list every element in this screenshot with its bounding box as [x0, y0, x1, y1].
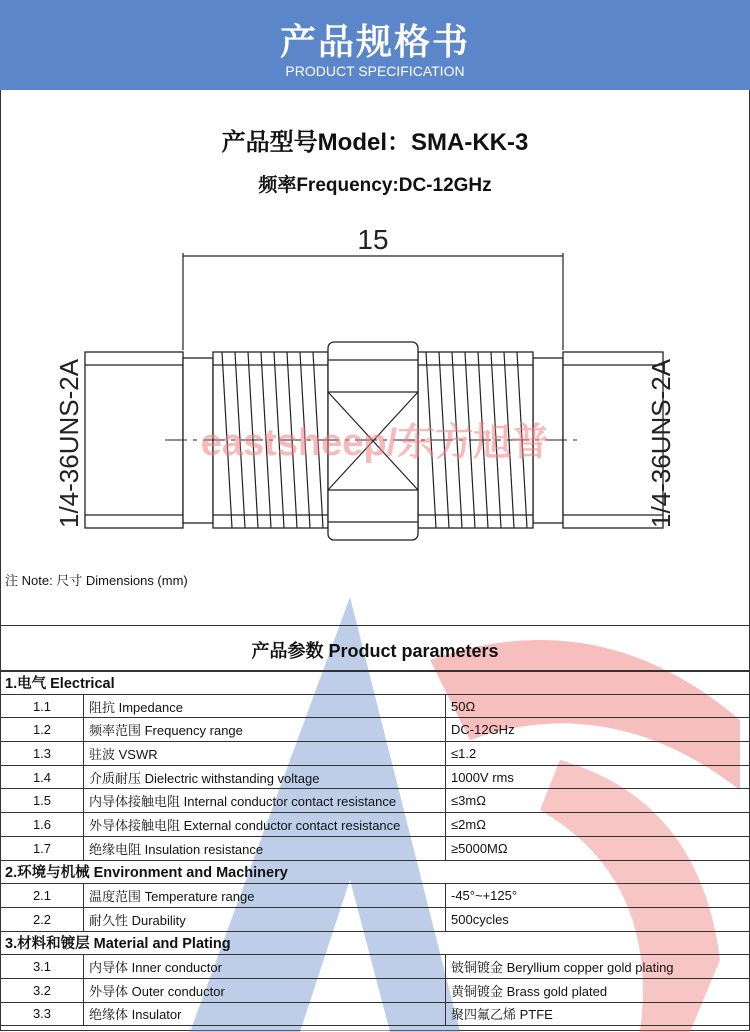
model-line: 产品型号Model：SMA-KK-3 — [221, 129, 529, 156]
table-row — [1, 765, 750, 789]
table-row — [1, 836, 750, 860]
param-number: 1.3 — [1, 742, 84, 766]
param-name: 绝缘电阻 Insulation resistance — [84, 836, 446, 860]
param-number: 3.1 — [1, 955, 84, 979]
watermark: eastsheep/东方旭普 — [200, 422, 550, 464]
table-row — [1, 694, 750, 718]
param-number: 1.5 — [1, 789, 84, 813]
param-number: 2.2 — [1, 907, 84, 931]
title-zh: 产品规格书 — [279, 21, 470, 62]
header-banner — [0, 0, 750, 90]
section-row — [1, 671, 750, 695]
right-thread-label: 1/4-36UNS-2A — [646, 358, 676, 528]
param-value: -45°~+125° — [446, 884, 750, 908]
section-row — [1, 931, 750, 955]
param-value: 500cycles — [446, 907, 750, 931]
dimension-note: 注 Note: 尺寸 Dimensions (mm) — [5, 573, 188, 588]
dimension-label: 15 — [357, 224, 389, 255]
param-name: 内导体接触电阻 Internal conductor contact resistance — [84, 789, 446, 813]
params-table — [0, 670, 750, 1026]
section-title: 3.材料和镀层 Material and Plating — [1, 931, 750, 955]
param-value: ≥5000MΩ — [446, 836, 750, 860]
table-row — [1, 884, 750, 908]
title-en: PRODUCT SPECIFICATION — [285, 63, 465, 79]
table-row — [1, 813, 750, 837]
param-name: 绝缘体 Insulator — [84, 1002, 446, 1026]
params-title-bar — [0, 625, 750, 672]
section-row — [1, 860, 750, 884]
param-number: 1.7 — [1, 836, 84, 860]
section-title: 1.电气 Electrical — [1, 671, 750, 695]
param-value: ≤2mΩ — [446, 813, 750, 837]
param-number: 2.1 — [1, 884, 84, 908]
table-row — [1, 907, 750, 931]
param-number: 3.3 — [1, 1002, 84, 1026]
param-value: ≤3mΩ — [446, 789, 750, 813]
table-row — [1, 718, 750, 742]
param-name: 频率范围 Frequency range — [84, 718, 446, 742]
param-number: 1.1 — [1, 694, 84, 718]
param-value: 黄铜镀金 Brass gold plated — [446, 978, 750, 1002]
table-row — [1, 742, 750, 766]
param-value: 聚四氟乙烯 PTFE — [446, 1002, 750, 1026]
section-title: 2.环境与机械 Environment and Machinery — [1, 860, 750, 884]
param-value: ≤1.2 — [446, 742, 750, 766]
left-thread-label: 1/4-36UNS-2A — [54, 358, 84, 528]
param-name: 阻抗 Impedance — [84, 694, 446, 718]
param-number: 1.6 — [1, 813, 84, 837]
connector-drawing — [0, 200, 750, 560]
param-name: 外导体 Outer conductor — [84, 978, 446, 1002]
param-number: 1.4 — [1, 765, 84, 789]
frequency-line: 频率Frequency:DC-12GHz — [258, 175, 492, 196]
param-value: 50Ω — [446, 694, 750, 718]
param-name: 温度范围 Temperature range — [84, 884, 446, 908]
param-value: 铍铜镀金 Beryllium copper gold plating — [446, 955, 750, 979]
param-name: 驻波 VSWR — [84, 742, 446, 766]
table-row — [1, 1002, 750, 1026]
params-title: 产品参数 Product parameters — [251, 641, 499, 661]
param-name: 外导体接触电阻 External conductor contact resistance — [84, 813, 446, 837]
table-row — [1, 789, 750, 813]
param-number: 3.2 — [1, 978, 84, 1002]
param-value: 1000V rms — [446, 765, 750, 789]
param-name: 耐久性 Durability — [84, 907, 446, 931]
param-name: 介质耐压 Dielectric withstanding voltage — [84, 765, 446, 789]
param-number: 1.2 — [1, 718, 84, 742]
param-value: DC-12GHz — [446, 718, 750, 742]
param-name: 内导体 Inner conductor — [84, 955, 446, 979]
table-row — [1, 978, 750, 1002]
table-row — [1, 955, 750, 979]
